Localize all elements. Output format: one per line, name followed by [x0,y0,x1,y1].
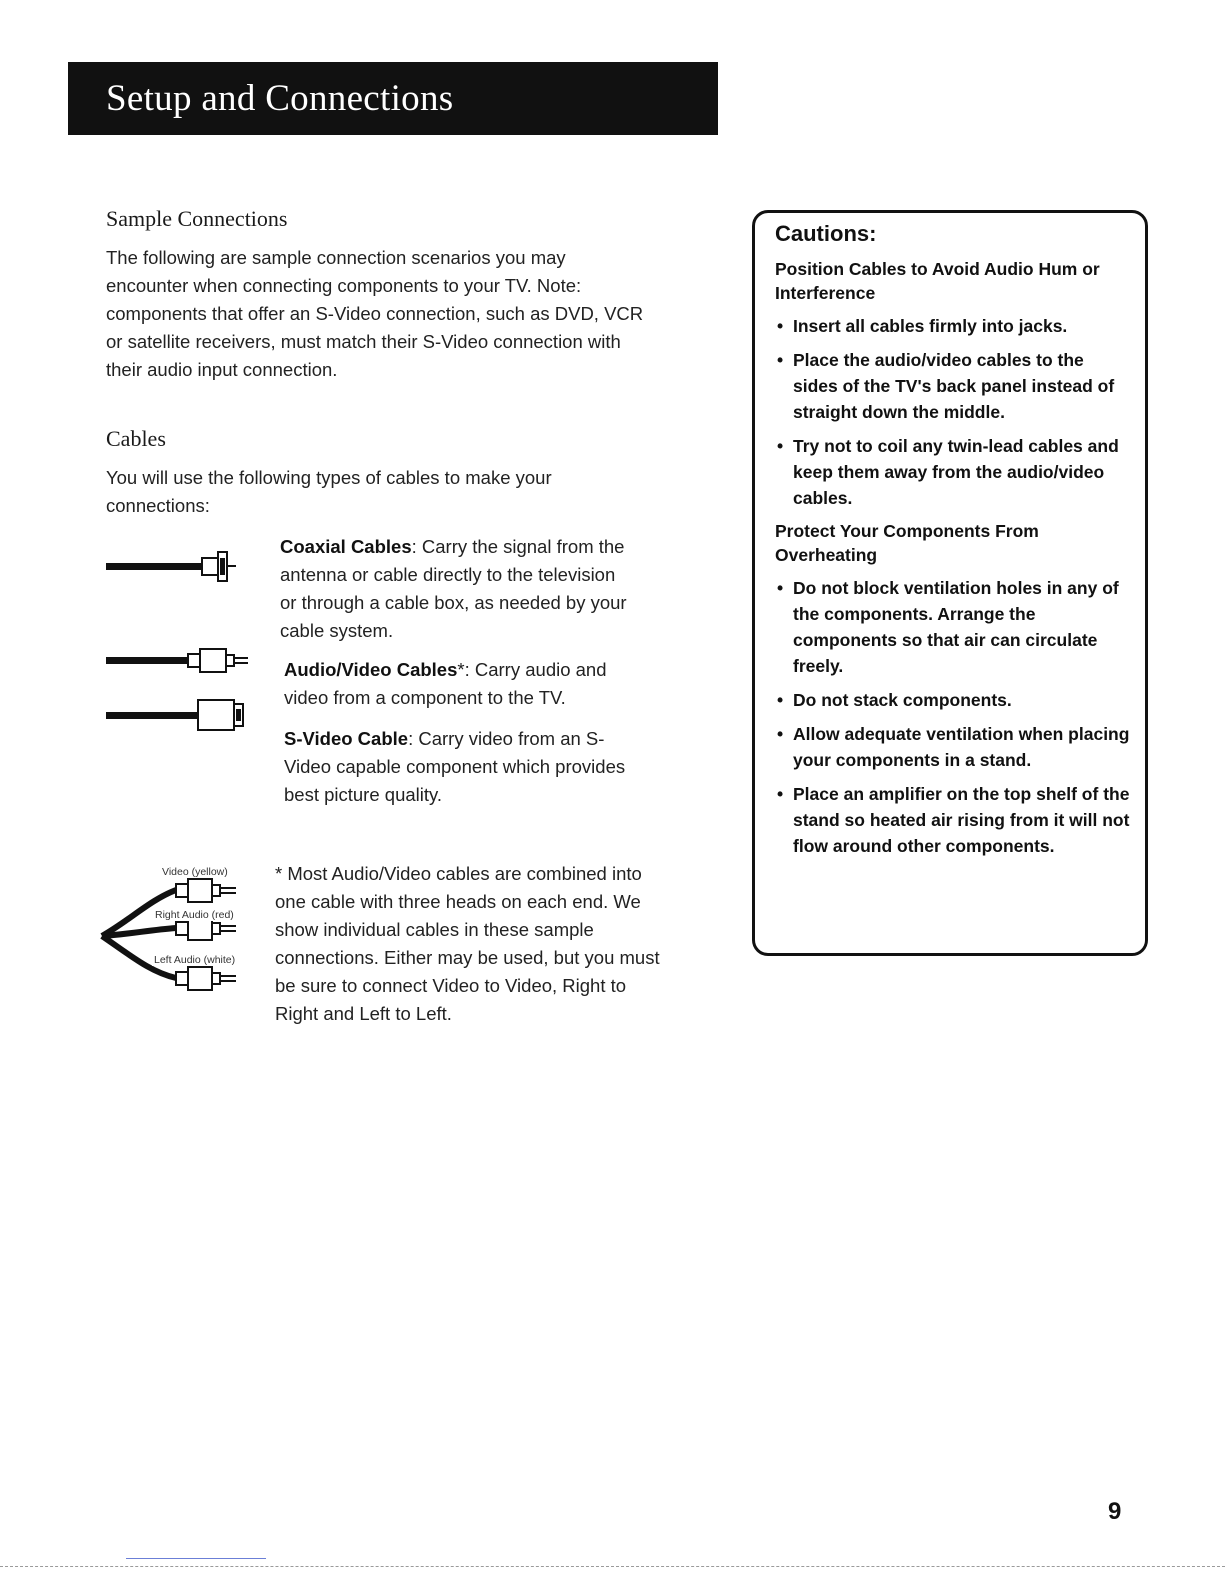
sample-connections-heading: Sample Connections [106,206,288,231]
description-line: best picture quality. [284,784,443,805]
caution-section-heading: Position Cables to Avoid Audio Hum or Interference [775,259,1100,303]
cable-separator: : [411,536,422,557]
cables-intro-paragraph [106,464,726,520]
caution-item [775,433,1131,511]
caution-item [775,721,1131,773]
footnote-line: one cable with three heads on each end. We [275,891,641,912]
audio-video-cable-icon [106,646,256,676]
description-line: video from a component to the TV. [284,687,566,708]
caution-section-heading: Protect Your Components From Overheating [775,521,1039,565]
footnote-line: connections. Either may be used, but you must [275,947,660,968]
paragraph-line: their audio input connection. [106,359,338,380]
combined-av-cable-icon [100,860,268,1000]
footer-underline [126,1558,266,1559]
caution-item-text: Try not to coil any twin-lead cables and keep them away from the audio/video cables. [793,436,1119,508]
coaxial-cable-icon [106,546,256,586]
s-video-cable-icon [106,696,256,734]
cautions-box [752,210,1148,956]
bullet-icon: • [777,350,784,370]
bullet-icon: • [777,724,784,744]
description-line: antenna or cable directly to the television [280,564,616,585]
caution-item [775,313,1131,339]
description-line [280,533,710,561]
bullet-icon: • [777,316,784,336]
cable-separator: : [408,728,419,749]
paragraph-line: The following are sample connection scenarios you may [106,247,566,268]
page-title: Setup and Connections [106,78,454,119]
footnote-line: be sure to connect Video to Video, Right to [275,975,627,996]
left-audio-white-label: Left Audio (white) [154,954,236,966]
caution-item-text: Do not stack components. [793,690,1012,710]
description-text: Carry the signal from the [421,536,625,557]
caution-item [775,687,1131,713]
paragraph-line: or satellite receivers, must match their S-Video connection with [106,331,621,352]
caution-item [775,347,1131,425]
description-line [284,725,714,753]
caution-item-text: Allow adequate ventilation when placing your components in a stand. [793,724,1130,770]
description-line: Video capable component which provides [284,756,626,777]
s-video-cable-description [284,725,714,809]
paragraph-line: encounter when connecting components to your TV. Note: [106,275,582,296]
cable-name: Audio/Video Cables [284,659,458,680]
sample-connections-paragraph [106,244,726,384]
description-line: cable system. [280,620,394,641]
page-title-bar [68,62,718,135]
footnote-line: Right and Left to Left. [275,1003,452,1024]
paragraph-line: connections: [106,495,210,516]
coaxial-cable-description [280,533,710,645]
cable-name: Coaxial Cables [280,536,412,557]
caution-item-text: Insert all cables firmly into jacks. [793,316,1068,336]
right-audio-red-label: Right Audio (red) [155,909,234,921]
bullet-icon: • [777,690,784,710]
cautions-title: Cautions: [775,221,877,246]
page-bottom-rule [0,1566,1225,1567]
description-text: Carry video from an S- [418,728,605,749]
description-line: or through a cable box, as needed by your [280,592,627,613]
caution-item-text: Place the audio/video cables to the sides of the TV's back panel instead of straight down the middle. [793,350,1115,422]
audio-video-cable-description [284,656,714,712]
cables-heading: Cables [106,426,166,451]
combined-cable-footnote [275,860,725,1028]
cable-name: S-Video Cable [284,728,409,749]
bullet-icon: • [777,578,784,598]
paragraph-line: You will use the following types of cables to make your [106,467,552,488]
footnote-line: * Most Audio/Video cables are combined into [275,863,642,884]
caution-list [775,313,1131,511]
description-line [284,656,714,684]
caution-item-text: Place an amplifier on the top shelf of the stand so heated air rising from it will not flow around other components. [793,784,1130,856]
description-text: Carry audio and [474,659,607,680]
caution-item [775,575,1131,679]
caution-item [775,781,1131,859]
bullet-icon: • [777,436,784,456]
paragraph-line: components that offer an S-Video connection, such as DVD, VCR [106,303,644,324]
page-number: 9 [1108,1498,1122,1525]
cable-separator: *: [457,659,475,680]
bullet-icon: • [777,784,784,804]
footnote-line: show individual cables in these sample [275,919,594,940]
video-yellow-label: Video (yellow) [162,866,228,878]
caution-list [775,575,1131,859]
caution-item-text: Do not block ventilation holes in any of the components. Arrange the components so that air can circulate freely. [793,578,1119,676]
